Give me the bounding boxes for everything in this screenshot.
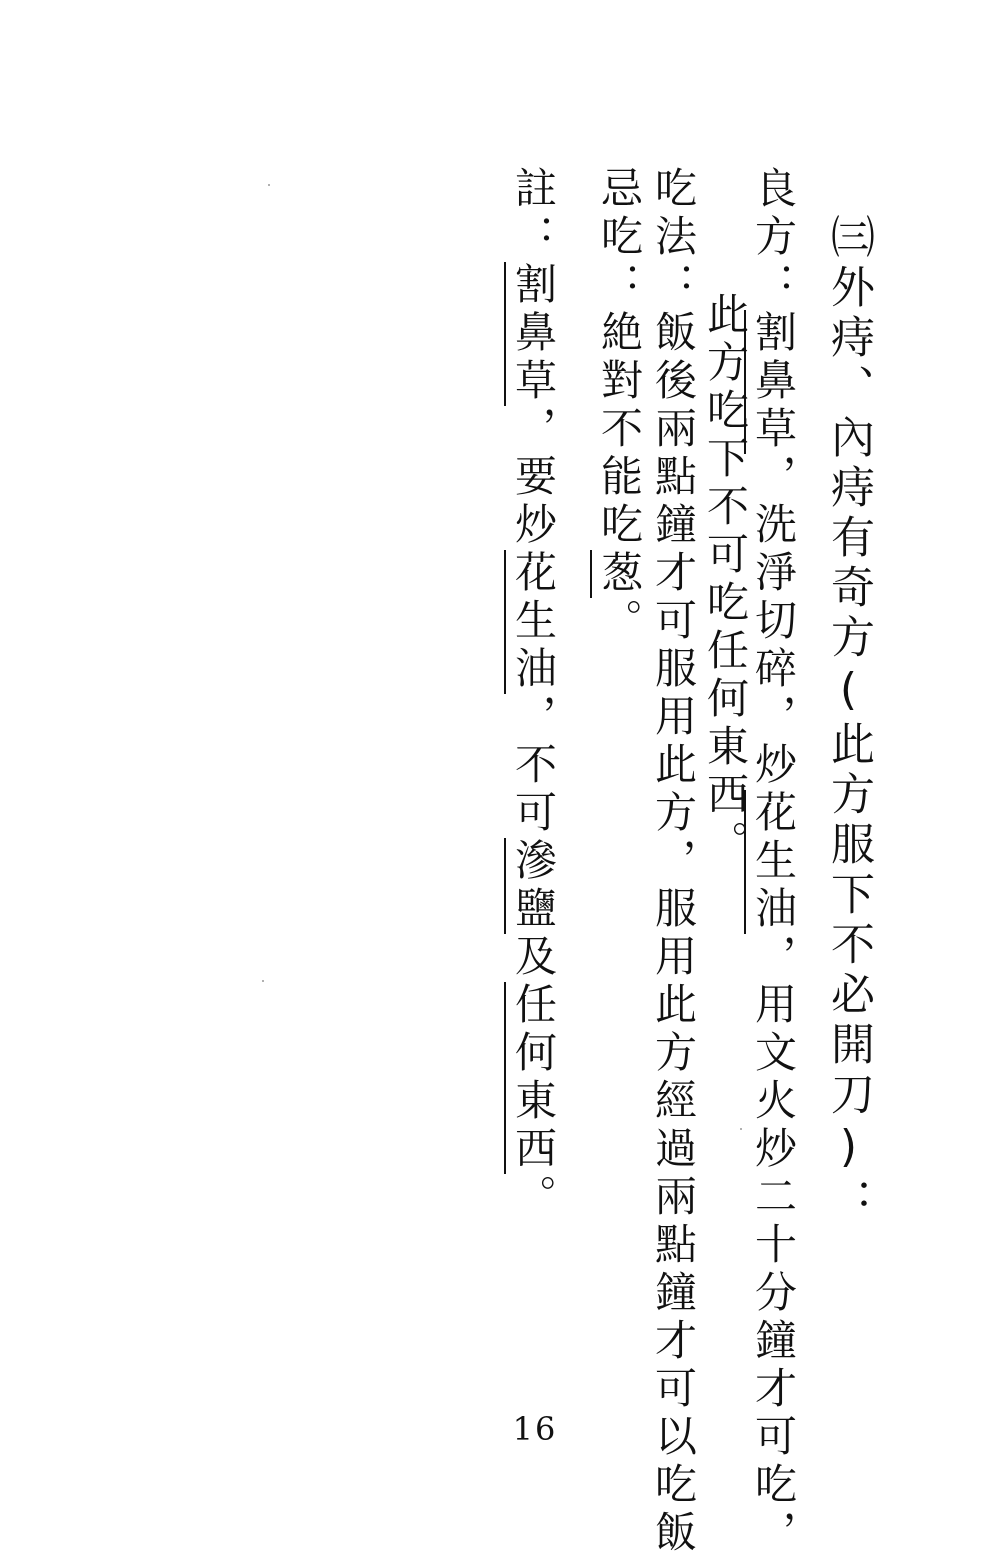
scan-speck xyxy=(268,184,270,186)
avoid-end: 。 xyxy=(595,598,644,646)
recipe-oil: 花生油 xyxy=(744,790,798,934)
method-label: 吃法： xyxy=(649,166,698,310)
note-label: 註： xyxy=(509,166,558,262)
scan-speck xyxy=(262,980,264,982)
note-any: 任何東西 xyxy=(504,982,558,1174)
avoid-item: 葱 xyxy=(590,550,644,598)
note-sep1: ，要炒 xyxy=(509,406,558,550)
section-heading xyxy=(823,214,874,1228)
method-line xyxy=(649,166,698,1558)
note-oil: 花生油 xyxy=(504,550,558,694)
avoid-text: 絶對不能吃 xyxy=(595,310,644,550)
note-salt: 滲鹽 xyxy=(504,838,558,934)
section-colon: ： xyxy=(823,1178,874,1228)
note-herb: 割鼻草 xyxy=(504,262,558,406)
recipe-continuation-text: 此方吃下不可吃任何東西。 xyxy=(701,292,750,868)
note-sep2: ，不可 xyxy=(509,694,558,838)
note-end: 。 xyxy=(509,1174,558,1222)
avoid-line xyxy=(595,166,644,646)
note-line xyxy=(509,166,558,1222)
avoid-label: 忌吃： xyxy=(595,166,644,310)
recipe-sep1: ，洗淨切碎，炒 xyxy=(749,454,798,790)
page-number: 16 xyxy=(512,1410,558,1448)
section-note: (此方服下不必開刀) xyxy=(823,664,874,1178)
note-sep3: 及 xyxy=(509,934,558,982)
section-number: ㈢ xyxy=(823,214,874,264)
section-title: 外痔、內痔有奇方 xyxy=(823,264,874,664)
recipe-label: 良方： xyxy=(749,166,798,310)
method-text: 飯後兩點鐘才可服用此方，服用此方經過兩點鐘才可以吃飯 xyxy=(649,310,698,1558)
recipe-rest: ，用文火炒二十分鐘才可吃， xyxy=(749,934,798,1558)
recipe-herb: 割鼻草 xyxy=(744,310,798,454)
recipe-continuation xyxy=(701,292,750,868)
scan-speck xyxy=(740,1128,742,1130)
recipe-line xyxy=(749,166,798,1558)
